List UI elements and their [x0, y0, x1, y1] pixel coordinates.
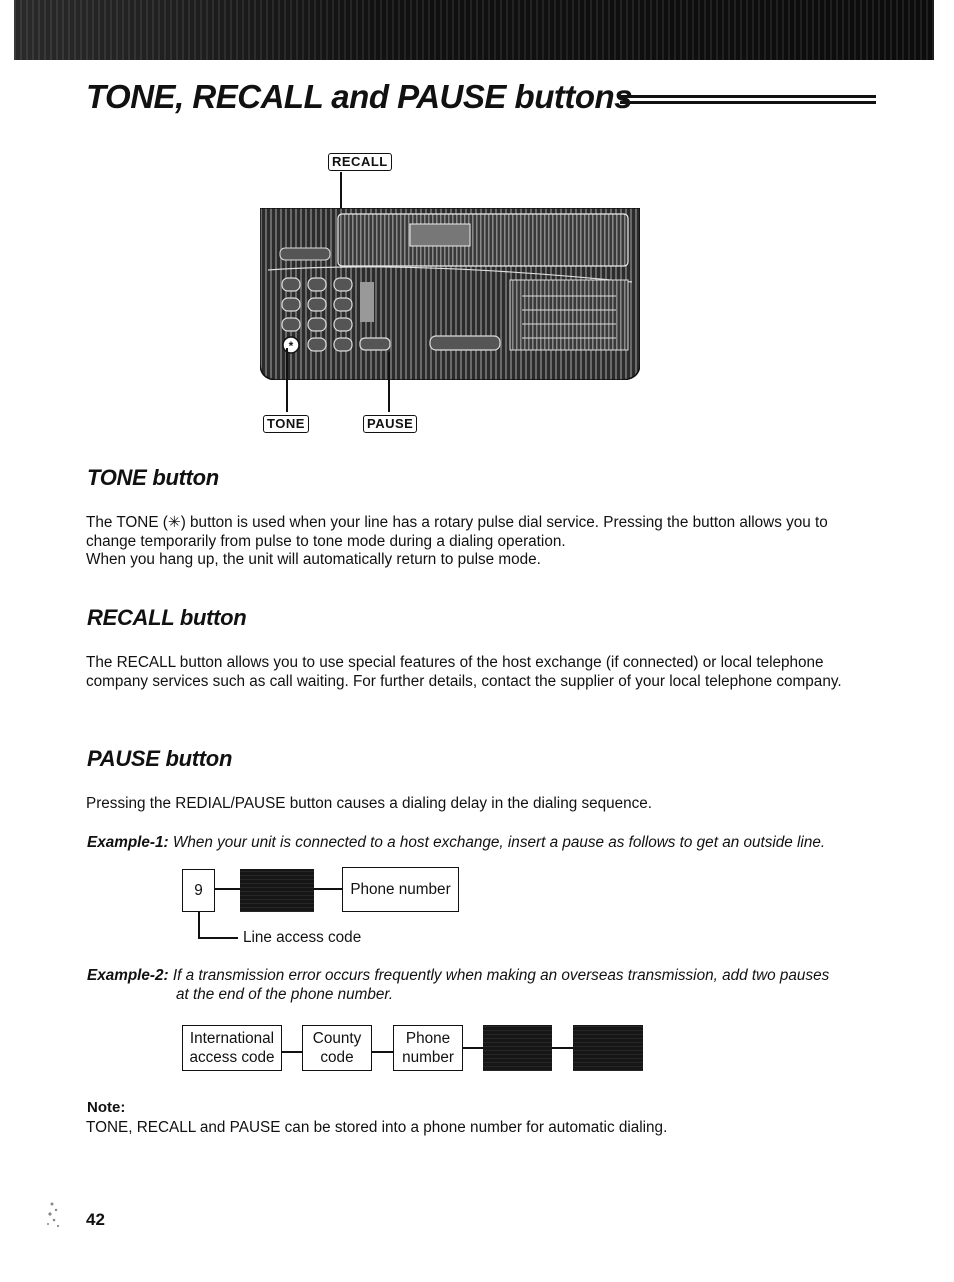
- pause-key-label: PAUSE: [363, 415, 417, 433]
- example2-connector-1: [282, 1051, 302, 1053]
- phone-number-line2: number: [402, 1049, 454, 1066]
- tone-key-label: TONE: [263, 415, 309, 433]
- example1-label: Example-1:: [87, 834, 169, 851]
- example2-text-continued: at the end of the phone number.: [176, 986, 394, 1003]
- international-access-code-box: [182, 1025, 282, 1071]
- example1-connector-2: [314, 888, 342, 890]
- example2-text: [87, 966, 829, 985]
- note-text: TONE, RECALL and PAUSE can be stored into a phone number for automatic dialing.: [86, 1119, 668, 1136]
- pause-leader-line: [388, 352, 390, 412]
- example2-connector-2: [372, 1051, 393, 1053]
- page-number: 42: [86, 1210, 105, 1229]
- recall-key-label: RECALL: [328, 153, 392, 171]
- example2-label: Example-2:: [87, 967, 169, 984]
- recall-description: The RECALL button allows you to use special features of the host exchange (if connected) or local telephone company services such as call waiting. For further details, contact the supplier of your local telephone company.: [86, 654, 842, 690]
- example1-pointer-vertical: [198, 912, 200, 938]
- country-code-line2: code: [320, 1049, 354, 1066]
- international-access-code-line2: access code: [189, 1049, 275, 1066]
- phone-number-box: [393, 1025, 463, 1071]
- phone-number-line1: Phone: [405, 1030, 451, 1047]
- title-rule: [620, 95, 876, 104]
- scan-smudge: [40, 1196, 70, 1232]
- header-band: [14, 0, 934, 60]
- example2-description: If a transmission error occurs frequently when making an overseas transmission, add two pauses: [172, 967, 830, 984]
- page-title: TONE, RECALL and PAUSE buttons: [86, 78, 633, 115]
- pause-heading: PAUSE button: [87, 746, 233, 771]
- fax-control-panel-illustration: [260, 208, 640, 380]
- tone-leader-line: [286, 348, 288, 412]
- example1-pause-key-box: [240, 869, 314, 912]
- pause-description: Pressing the REDIAL/PAUSE button causes a dialing delay in the dialing sequence.: [86, 795, 653, 812]
- recall-heading: RECALL button: [87, 605, 247, 630]
- example1-phone-number-box: Phone number: [342, 867, 459, 912]
- svg-text:*: *: [288, 339, 294, 353]
- example2-connector-4: [552, 1047, 573, 1049]
- example2-pause-key-box-2: [573, 1025, 643, 1071]
- example2-pause-key-box-1: [483, 1025, 552, 1071]
- country-code-box: [302, 1025, 372, 1071]
- example2-connector-3: [463, 1047, 483, 1049]
- tone-description: The TONE (✳) button is used when your line has a rotary pulse dial service. Pressing the button allows you to change temporarily from pulse to tone mode during a dialing operation.: [86, 514, 828, 550]
- tone-heading: TONE button: [87, 465, 219, 490]
- example1-pointer-horizontal: [198, 937, 238, 939]
- example1-digit-box: 9: [182, 869, 215, 912]
- example1-text: [87, 833, 825, 852]
- country-code-line1: County: [312, 1030, 362, 1047]
- line-access-code-label: Line access code: [243, 929, 362, 946]
- international-access-code-line1: International: [189, 1030, 275, 1047]
- note-title: Note:: [87, 1099, 126, 1116]
- tone-description-2: When you hang up, the unit will automatically return to pulse mode.: [86, 551, 541, 568]
- example1-connector-1: [215, 888, 240, 890]
- example1-description: When your unit is connected to a host exchange, insert a pause as follows to get an outside line.: [172, 834, 826, 851]
